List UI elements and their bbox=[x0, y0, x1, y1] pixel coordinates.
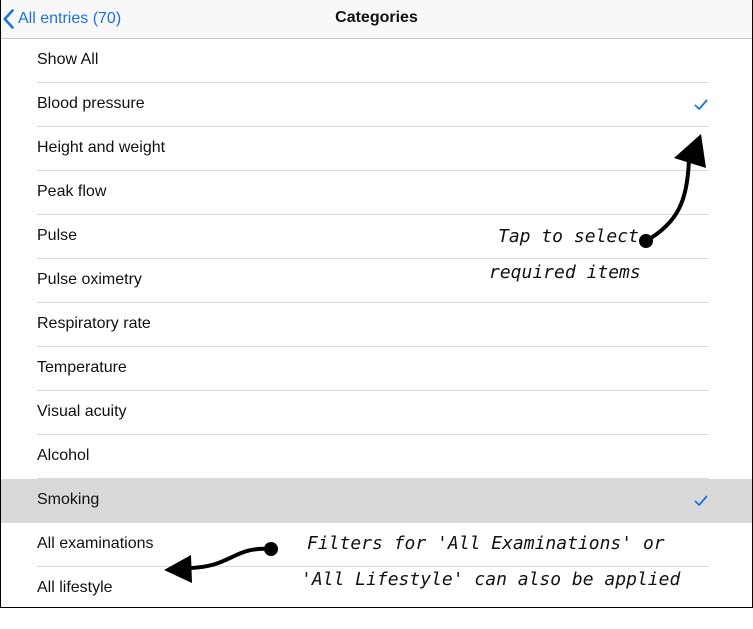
category-row[interactable] bbox=[1, 347, 752, 391]
category-row[interactable] bbox=[1, 303, 752, 347]
category-label: Temperature bbox=[37, 359, 127, 376]
checkmark-icon bbox=[694, 98, 708, 112]
category-row[interactable] bbox=[1, 171, 752, 215]
category-row[interactable] bbox=[1, 435, 752, 479]
category-label: Visual acuity bbox=[37, 403, 127, 420]
category-row[interactable] bbox=[1, 39, 752, 83]
page-title: Categories bbox=[335, 9, 418, 26]
category-row[interactable] bbox=[1, 479, 752, 523]
category-label: Pulse oximetry bbox=[37, 271, 142, 288]
category-row[interactable] bbox=[1, 83, 752, 127]
category-label: All lifestyle bbox=[37, 579, 113, 596]
category-list bbox=[1, 39, 752, 608]
category-row[interactable] bbox=[1, 391, 752, 435]
annotation-filters-line1: Filters for 'All Examinations' or bbox=[307, 533, 665, 554]
annotation-tap-line2: required items bbox=[489, 262, 641, 283]
back-button-label: All entries (70) bbox=[18, 10, 122, 27]
category-label: Pulse bbox=[37, 227, 78, 244]
category-label: Show All bbox=[37, 51, 99, 68]
category-label: Blood pressure bbox=[37, 95, 145, 112]
category-row[interactable] bbox=[1, 127, 752, 171]
category-label: Height and weight bbox=[37, 139, 166, 156]
annotation-filters-line2: 'All Lifestyle' can also be applied bbox=[301, 569, 681, 590]
category-label: Respiratory rate bbox=[37, 315, 151, 332]
annotation-tap-line1: Tap to select bbox=[498, 226, 639, 247]
category-label: Alcohol bbox=[37, 447, 90, 464]
category-row[interactable] bbox=[1, 215, 752, 259]
category-label: Peak flow bbox=[37, 183, 107, 200]
category-label: All examinations bbox=[37, 535, 154, 552]
category-label: Smoking bbox=[37, 491, 100, 508]
checkmark-icon bbox=[694, 494, 708, 508]
navigation-bar bbox=[1, 0, 752, 39]
